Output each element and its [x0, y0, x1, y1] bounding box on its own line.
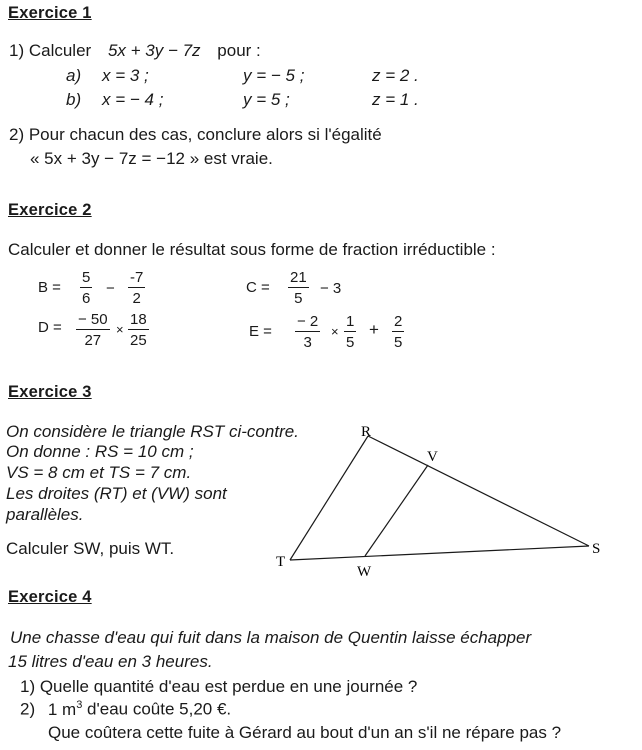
ex4-q2-pre: 1 m [47, 699, 77, 719]
ex2-D-f2-denominator: 25 [130, 332, 147, 349]
triangle-side-RS [368, 436, 589, 546]
ex1-q1-expression: 5x + 3y − 7z [107, 41, 201, 60]
ex2-D-f1-denominator: 27 [84, 332, 102, 349]
ex2-B-f2-numerator: -7 [130, 269, 144, 286]
ex3-line-5: parallèles. [6, 505, 84, 524]
ex2-E-f3-numerator: 2 [394, 313, 403, 330]
ex1-case-b-z: z = 1 . [372, 90, 419, 109]
ex4-question-2-line-2: Que coûtera cette fuite à Gérard au bout d'un an s'il ne répare pas ? [48, 723, 562, 742]
ex3-line-4: Les droites (RT) et (VW) sont [6, 484, 227, 503]
ex1-case-b-label: b) [66, 90, 82, 109]
ex4-question-2 [20, 699, 231, 720]
ex2-C-tail: − 3 [320, 280, 342, 297]
ex4-intro-line-1: Une chasse d'eau qui fuit dans la maison de Quentin laisse échapper [10, 628, 532, 647]
ex2-E-f2-denominator: 5 [346, 334, 355, 351]
triangle-side-TS [290, 546, 589, 560]
point-V-label: V [427, 449, 438, 465]
exercise-3-title: Exercice 3 [8, 383, 92, 401]
ex2-D-f1-numerator: − 50 [78, 311, 108, 328]
ex4-q2-sup: 3 [76, 699, 83, 711]
ex2-E-label: E = [249, 323, 272, 340]
ex3-line-1: On considère le triangle RST ci-contre. [6, 422, 299, 441]
segment-VW [365, 465, 428, 556]
ex1-case-b-y: y = 5 ; [243, 90, 290, 109]
ex1-q1-suffix: pour : [217, 41, 261, 60]
ex1-question-2-line1: 2) Pour chacun des cas, conclure alors si l'égalité [9, 125, 382, 144]
ex2-B-f1-numerator: 5 [82, 269, 91, 286]
ex2-D-f2-numerator: 18 [130, 311, 147, 328]
triangle-side-RT [290, 436, 368, 560]
ex1-case-b-x: x = − 4 ; [102, 90, 164, 109]
point-T-label: T [276, 554, 286, 570]
ex2-C-f1-denominator: 5 [294, 290, 303, 307]
ex4-q2-post: d'eau coûte 5,20 €. [82, 699, 232, 719]
ex1-question-2-line2: « 5x + 3y − 7z = −12 » est vraie. [30, 149, 273, 168]
ex2-C-label: C = [246, 279, 270, 296]
ex2-B-label: B = [38, 279, 61, 296]
ex2-E-f3-denominator: 5 [394, 334, 403, 351]
point-S-label: S [592, 541, 601, 557]
ex2-E-f1-denominator: 3 [303, 334, 312, 351]
ex2-D-label: D = [38, 319, 62, 336]
ex2-B-f1-denominator: 6 [82, 290, 91, 307]
ex2-B-operator: − [106, 280, 115, 297]
ex4-q2-number: 2) [20, 699, 36, 719]
point-R-label: R [361, 424, 372, 440]
ex1-case-a-y: y = − 5 ; [243, 66, 305, 85]
exercise-2-title: Exercice 2 [8, 201, 92, 219]
ex2-E-operator-2: + [369, 320, 379, 339]
ex1-case-a-z: z = 2 . [372, 66, 419, 85]
ex1-q1-prefix: 1) Calculer [9, 41, 92, 60]
point-W-label: W [357, 564, 372, 580]
ex4-question-1: 1) Quelle quantité d'eau est perdue en une journée ? [20, 677, 418, 696]
ex2-E-f2-numerator: 1 [346, 313, 355, 330]
ex2-instruction: Calculer et donner le résultat sous forme de fraction irréductible : [8, 240, 496, 259]
ex2-E-f1-numerator: − 2 [297, 313, 319, 330]
ex2-E-operator-1: × [331, 324, 339, 339]
ex1-case-a-x: x = 3 ; [102, 66, 149, 85]
exercise-4-title: Exercice 4 [8, 588, 92, 606]
ex3-line-3: VS = 8 cm et TS = 7 cm. [6, 463, 192, 482]
ex4-intro-line-2: 15 litres d'eau en 3 heures. [8, 652, 213, 671]
ex3-line-2: On donne : RS = 10 cm ; [6, 442, 194, 461]
ex1-case-a-label: a) [66, 66, 82, 85]
ex3-question: Calculer SW, puis WT. [6, 539, 175, 558]
ex2-B-f2-denominator: 2 [132, 290, 141, 307]
exercise-1-title: Exercice 1 [8, 4, 92, 22]
ex2-D-operator: × [116, 322, 124, 337]
ex2-C-f1-numerator: 21 [290, 269, 307, 286]
